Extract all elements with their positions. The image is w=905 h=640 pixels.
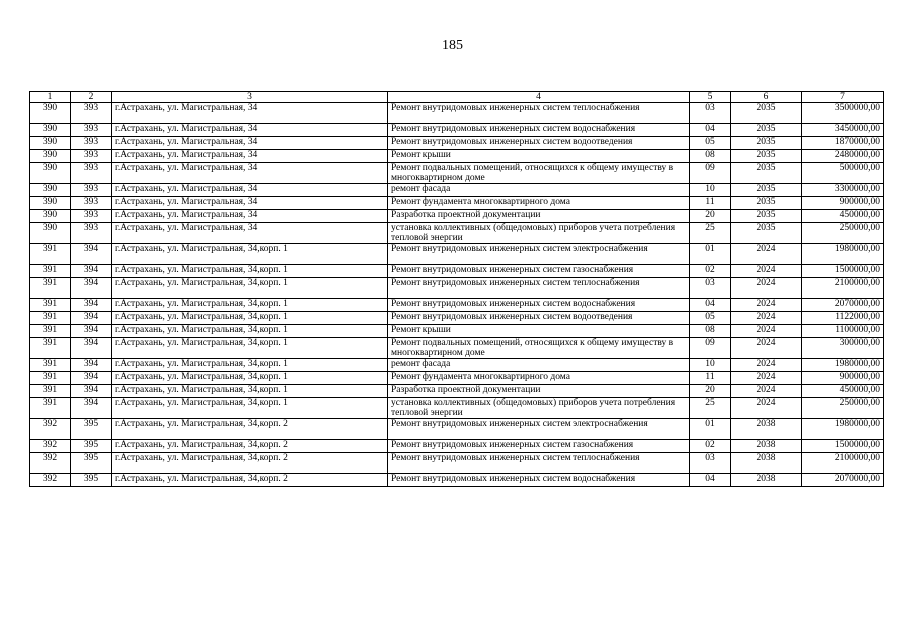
cell-cost: 1980000,00 (802, 244, 884, 265)
cell-work-code: 08 (690, 325, 731, 338)
cell-year: 2038 (731, 474, 802, 487)
cell-row-number: 390 (30, 124, 71, 137)
cell-row-number: 392 (30, 440, 71, 453)
cell-work-type: Ремонт фундамента многоквартирного дома (388, 197, 690, 210)
cell-year: 2035 (731, 103, 802, 124)
cell-work-type: Ремонт подвальных помещений, относящихся к общему имуществу в многоквартирном доме (388, 163, 690, 184)
cell-address: г.Астрахань, ул. Магистральная, 34 (112, 223, 388, 244)
cell-row-number: 391 (30, 299, 71, 312)
table-row (30, 150, 884, 163)
repair-schedule-table (29, 91, 884, 487)
table-row (30, 419, 884, 440)
cell-work-type: Ремонт внутридомовых инженерных систем водоотведения (388, 312, 690, 325)
cell-cost: 1100000,00 (802, 325, 884, 338)
cell-year: 2024 (731, 385, 802, 398)
cell-year: 2024 (731, 278, 802, 299)
cell-row-number: 391 (30, 338, 71, 359)
cell-row-number: 391 (30, 372, 71, 385)
cell-work-type: Ремонт внутридомовых инженерных систем водоотведения (388, 137, 690, 150)
cell-year: 2038 (731, 453, 802, 474)
cell-house-number: 394 (71, 312, 112, 325)
cell-cost: 500000,00 (802, 163, 884, 184)
cell-work-code: 25 (690, 223, 731, 244)
cell-row-number: 391 (30, 398, 71, 419)
cell-address: г.Астрахань, ул. Магистральная, 34,корп. 1 (112, 372, 388, 385)
cell-house-number: 393 (71, 124, 112, 137)
column-header: 3 (112, 92, 388, 103)
cell-work-code: 04 (690, 474, 731, 487)
cell-cost: 2480000,00 (802, 150, 884, 163)
cell-work-type: Ремонт внутридомовых инженерных систем теплоснабжения (388, 453, 690, 474)
cell-work-code: 02 (690, 265, 731, 278)
cell-work-type: установка коллективных (общедомовых) приборов учета потребления тепловой энергии (388, 223, 690, 244)
column-header: 1 (30, 92, 71, 103)
cell-year: 2035 (731, 124, 802, 137)
cell-cost: 450000,00 (802, 210, 884, 223)
cell-row-number: 392 (30, 419, 71, 440)
cell-row-number: 390 (30, 184, 71, 197)
cell-house-number: 394 (71, 244, 112, 265)
table-body (30, 103, 884, 487)
cell-year: 2035 (731, 223, 802, 244)
cell-work-type: установка коллективных (общедомовых) приборов учета потребления тепловой энергии (388, 398, 690, 419)
cell-work-type: Ремонт внутридомовых инженерных систем теплоснабжения (388, 278, 690, 299)
cell-cost: 300000,00 (802, 338, 884, 359)
cell-address: г.Астрахань, ул. Магистральная, 34 (112, 163, 388, 184)
cell-row-number: 390 (30, 150, 71, 163)
cell-year: 2024 (731, 398, 802, 419)
cell-work-code: 10 (690, 184, 731, 197)
cell-cost: 3300000,00 (802, 184, 884, 197)
cell-address: г.Астрахань, ул. Магистральная, 34,корп. 2 (112, 474, 388, 487)
table-row (30, 440, 884, 453)
cell-work-code: 03 (690, 453, 731, 474)
cell-year: 2035 (731, 197, 802, 210)
cell-address: г.Астрахань, ул. Магистральная, 34,корп. 1 (112, 244, 388, 265)
table-row (30, 312, 884, 325)
cell-row-number: 391 (30, 359, 71, 372)
cell-year: 2035 (731, 137, 802, 150)
table-row (30, 299, 884, 312)
cell-address: г.Астрахань, ул. Магистральная, 34 (112, 184, 388, 197)
cell-work-code: 01 (690, 419, 731, 440)
cell-year: 2024 (731, 244, 802, 265)
column-header: 6 (731, 92, 802, 103)
cell-cost: 3450000,00 (802, 124, 884, 137)
cell-row-number: 391 (30, 325, 71, 338)
table-row (30, 244, 884, 265)
table-row (30, 338, 884, 359)
cell-cost: 1870000,00 (802, 137, 884, 150)
table-row (30, 103, 884, 124)
cell-year: 2024 (731, 299, 802, 312)
cell-row-number: 390 (30, 103, 71, 124)
cell-address: г.Астрахань, ул. Магистральная, 34,корп. 2 (112, 440, 388, 453)
column-header: 2 (71, 92, 112, 103)
cell-address: г.Астрахань, ул. Магистральная, 34 (112, 137, 388, 150)
cell-work-code: 05 (690, 312, 731, 325)
cell-year: 2024 (731, 312, 802, 325)
cell-work-type: Ремонт крыши (388, 150, 690, 163)
cell-cost: 2070000,00 (802, 474, 884, 487)
cell-work-code: 11 (690, 197, 731, 210)
table-row (30, 124, 884, 137)
cell-work-type: Ремонт внутридомовых инженерных систем теплоснабжения (388, 103, 690, 124)
cell-year: 2035 (731, 210, 802, 223)
cell-work-code: 04 (690, 299, 731, 312)
cell-work-code: 25 (690, 398, 731, 419)
column-header: 7 (802, 92, 884, 103)
cell-house-number: 394 (71, 398, 112, 419)
column-header: 4 (388, 92, 690, 103)
cell-house-number: 394 (71, 385, 112, 398)
cell-row-number: 391 (30, 312, 71, 325)
table-row (30, 385, 884, 398)
cell-house-number: 394 (71, 359, 112, 372)
cell-address: г.Астрахань, ул. Магистральная, 34,корп. 1 (112, 325, 388, 338)
cell-address: г.Астрахань, ул. Магистральная, 34 (112, 103, 388, 124)
table-row (30, 474, 884, 487)
cell-work-type: Ремонт внутридомовых инженерных систем водоснабжения (388, 474, 690, 487)
cell-house-number: 395 (71, 453, 112, 474)
cell-row-number: 391 (30, 385, 71, 398)
cell-year: 2024 (731, 325, 802, 338)
cell-work-type: ремонт фасада (388, 184, 690, 197)
cell-house-number: 395 (71, 419, 112, 440)
table-row (30, 184, 884, 197)
cell-row-number: 391 (30, 278, 71, 299)
cell-house-number: 393 (71, 137, 112, 150)
cell-address: г.Астрахань, ул. Магистральная, 34,корп. 1 (112, 398, 388, 419)
cell-row-number: 390 (30, 163, 71, 184)
cell-cost: 3500000,00 (802, 103, 884, 124)
cell-address: г.Астрахань, ул. Магистральная, 34,корп. 1 (112, 338, 388, 359)
cell-row-number: 390 (30, 137, 71, 150)
cell-house-number: 393 (71, 103, 112, 124)
cell-house-number: 393 (71, 184, 112, 197)
cell-address: г.Астрахань, ул. Магистральная, 34,корп. 1 (112, 385, 388, 398)
cell-address: г.Астрахань, ул. Магистральная, 34,корп. 2 (112, 453, 388, 474)
cell-work-code: 01 (690, 244, 731, 265)
cell-work-type: ремонт фасада (388, 359, 690, 372)
cell-cost: 1500000,00 (802, 265, 884, 278)
table-row (30, 278, 884, 299)
cell-row-number: 390 (30, 210, 71, 223)
cell-year: 2024 (731, 265, 802, 278)
table-row (30, 223, 884, 244)
cell-house-number: 394 (71, 372, 112, 385)
cell-cost: 2100000,00 (802, 278, 884, 299)
cell-cost: 900000,00 (802, 372, 884, 385)
cell-work-type: Ремонт внутридомовых инженерных систем газоснабжения (388, 440, 690, 453)
cell-house-number: 394 (71, 278, 112, 299)
cell-work-type: Ремонт внутридомовых инженерных систем газоснабжения (388, 265, 690, 278)
cell-work-type: Разработка проектной документации (388, 210, 690, 223)
cell-year: 2024 (731, 372, 802, 385)
table-row (30, 265, 884, 278)
cell-row-number: 391 (30, 265, 71, 278)
cell-work-type: Ремонт подвальных помещений, относящихся к общему имуществу в многоквартирном доме (388, 338, 690, 359)
cell-year: 2038 (731, 419, 802, 440)
cell-cost: 1980000,00 (802, 359, 884, 372)
table-row (30, 398, 884, 419)
table-row (30, 453, 884, 474)
cell-work-type: Ремонт крыши (388, 325, 690, 338)
cell-address: г.Астрахань, ул. Магистральная, 34,корп. 1 (112, 278, 388, 299)
column-header: 5 (690, 92, 731, 103)
cell-year: 2035 (731, 163, 802, 184)
cell-address: г.Астрахань, ул. Магистральная, 34 (112, 210, 388, 223)
cell-cost: 900000,00 (802, 197, 884, 210)
cell-house-number: 393 (71, 223, 112, 244)
table-row (30, 372, 884, 385)
cell-address: г.Астрахань, ул. Магистральная, 34,корп. 1 (112, 359, 388, 372)
cell-year: 2038 (731, 440, 802, 453)
cell-cost: 250000,00 (802, 398, 884, 419)
cell-address: г.Астрахань, ул. Магистральная, 34,корп. 1 (112, 312, 388, 325)
table-row (30, 359, 884, 372)
cell-house-number: 393 (71, 197, 112, 210)
cell-work-code: 20 (690, 385, 731, 398)
cell-row-number: 390 (30, 197, 71, 210)
cell-house-number: 393 (71, 150, 112, 163)
cell-row-number: 392 (30, 453, 71, 474)
cell-cost: 450000,00 (802, 385, 884, 398)
cell-year: 2024 (731, 359, 802, 372)
cell-row-number: 392 (30, 474, 71, 487)
cell-year: 2024 (731, 338, 802, 359)
cell-work-code: 10 (690, 359, 731, 372)
cell-work-type: Ремонт внутридомовых инженерных систем электроснабжения (388, 419, 690, 440)
table-row (30, 210, 884, 223)
cell-cost: 1122000,00 (802, 312, 884, 325)
cell-house-number: 394 (71, 265, 112, 278)
cell-house-number: 394 (71, 338, 112, 359)
cell-address: г.Астрахань, ул. Магистральная, 34,корп. 1 (112, 299, 388, 312)
cell-work-code: 20 (690, 210, 731, 223)
cell-work-code: 03 (690, 103, 731, 124)
table-row (30, 137, 884, 150)
cell-row-number: 391 (30, 244, 71, 265)
cell-house-number: 394 (71, 299, 112, 312)
table-row (30, 163, 884, 184)
cell-house-number: 395 (71, 440, 112, 453)
cell-cost: 1500000,00 (802, 440, 884, 453)
cell-house-number: 395 (71, 474, 112, 487)
cell-work-code: 05 (690, 137, 731, 150)
cell-address: г.Астрахань, ул. Магистральная, 34 (112, 150, 388, 163)
cell-work-type: Ремонт фундамента многоквартирного дома (388, 372, 690, 385)
cell-address: г.Астрахань, ул. Магистральная, 34,корп. 2 (112, 419, 388, 440)
cell-work-code: 09 (690, 163, 731, 184)
cell-work-code: 02 (690, 440, 731, 453)
cell-work-type: Разработка проектной документации (388, 385, 690, 398)
cell-work-code: 11 (690, 372, 731, 385)
cell-address: г.Астрахань, ул. Магистральная, 34,корп. 1 (112, 265, 388, 278)
table-row (30, 197, 884, 210)
cell-house-number: 393 (71, 163, 112, 184)
cell-house-number: 393 (71, 210, 112, 223)
cell-work-type: Ремонт внутридомовых инженерных систем электроснабжения (388, 244, 690, 265)
cell-cost: 1980000,00 (802, 419, 884, 440)
cell-house-number: 394 (71, 325, 112, 338)
column-number-row (30, 92, 884, 103)
cell-work-type: Ремонт внутридомовых инженерных систем водоснабжения (388, 299, 690, 312)
cell-cost: 250000,00 (802, 223, 884, 244)
cell-cost: 2100000,00 (802, 453, 884, 474)
cell-work-code: 03 (690, 278, 731, 299)
cell-work-type: Ремонт внутридомовых инженерных систем водоснабжения (388, 124, 690, 137)
cell-address: г.Астрахань, ул. Магистральная, 34 (112, 197, 388, 210)
cell-work-code: 08 (690, 150, 731, 163)
cell-cost: 2070000,00 (802, 299, 884, 312)
table-row (30, 325, 884, 338)
page-number: 185 (442, 38, 463, 53)
cell-work-code: 04 (690, 124, 731, 137)
cell-year: 2035 (731, 184, 802, 197)
cell-row-number: 390 (30, 223, 71, 244)
cell-year: 2035 (731, 150, 802, 163)
cell-work-code: 09 (690, 338, 731, 359)
cell-address: г.Астрахань, ул. Магистральная, 34 (112, 124, 388, 137)
